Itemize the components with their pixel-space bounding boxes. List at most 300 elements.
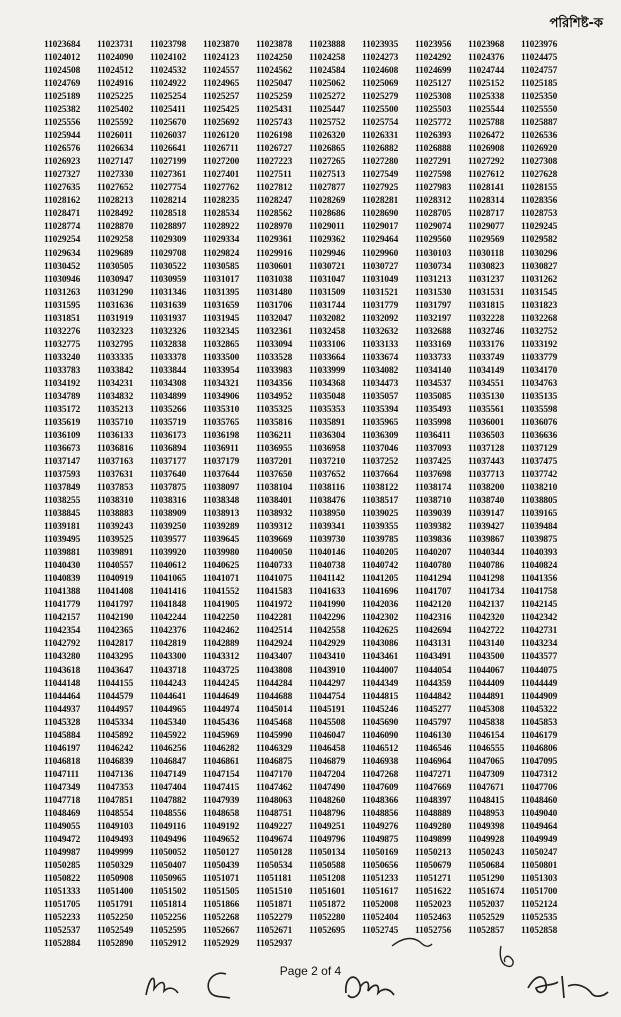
number-cell: 11047882 <box>150 795 187 806</box>
number-cell: 11045922 <box>150 730 187 741</box>
number-cell: 11031636 <box>97 300 134 311</box>
number-cell: 11037252 <box>362 457 399 467</box>
number-cell: 11045838 <box>468 717 505 728</box>
number-cell: 11025431 <box>256 105 293 116</box>
number-cell: 11026198 <box>256 131 293 142</box>
number-cell: 11034551 <box>468 378 505 389</box>
number-cell: 11031823 <box>521 300 558 311</box>
number-cell: 11047312 <box>521 769 558 780</box>
number-cell: 11032795 <box>97 339 134 350</box>
number-cell: 11024508 <box>44 66 81 77</box>
number-cell: 11028269 <box>309 196 346 207</box>
number-cell: 11042792 <box>44 639 81 650</box>
number-cell: 11025772 <box>415 118 452 129</box>
number-cell: 11028162 <box>44 196 81 207</box>
number-cell: 11051271 <box>415 874 452 884</box>
number-cell: 11028281 <box>362 196 399 207</box>
number-cell: 11023731 <box>97 40 134 50</box>
number-cell: 11028356 <box>521 196 558 207</box>
number-cell: 11047349 <box>44 782 81 793</box>
number-cell: 11037179 <box>203 457 240 467</box>
number-cell: 11042316 <box>415 613 452 624</box>
number-cell: 11049496 <box>150 834 187 845</box>
number-cell: 11026882 <box>362 144 399 155</box>
number-cell: 11027812 <box>256 183 293 194</box>
number-cell: 11035353 <box>309 404 346 415</box>
number-cell: 11042817 <box>97 639 134 650</box>
number-cell: 11038174 <box>415 483 452 494</box>
number-cell: 11037475 <box>521 457 558 467</box>
number-cell: 11052535 <box>521 913 558 924</box>
number-cell: 11023798 <box>150 40 187 50</box>
number-cell: 11050588 <box>309 860 346 871</box>
number-cell: 11029077 <box>468 222 505 233</box>
number-cell: 11052463 <box>415 913 452 924</box>
number-cell: 11030721 <box>309 261 346 272</box>
number-cell: 11029309 <box>150 235 187 246</box>
number-cell: 11027598 <box>415 170 452 181</box>
number-cell: 11049652 <box>203 834 240 845</box>
number-cell: 11030296 <box>521 248 558 259</box>
number-cell: 11025225 <box>97 92 134 103</box>
number-cell: 11050169 <box>362 847 399 858</box>
number-cell: 11052937 <box>256 939 293 950</box>
number-cell: 11027223 <box>256 157 293 168</box>
number-cell: 11050213 <box>415 847 452 858</box>
number-cell: 11051872 <box>309 900 346 911</box>
number-cell: 11026641 <box>150 144 187 155</box>
number-cell: 11044909 <box>521 691 558 702</box>
number-cell: 11050247 <box>521 847 558 858</box>
number-cell: 11041071 <box>203 574 240 585</box>
number-cell: 11049276 <box>362 821 399 832</box>
number-cell: 11052595 <box>150 926 187 937</box>
number-cell: 11027292 <box>468 157 505 168</box>
number-cell: 11040786 <box>468 561 505 572</box>
number-cell: 11046879 <box>309 756 346 767</box>
number-cell: 11025062 <box>309 79 346 90</box>
number-cell: 11036173 <box>150 430 187 441</box>
number-cell: 11045246 <box>362 704 399 715</box>
number-cell: 11046197 <box>44 743 81 754</box>
number-cell: 11024922 <box>150 79 187 90</box>
number-cell: 11027877 <box>309 183 346 194</box>
number-cell: 11039355 <box>362 522 399 533</box>
number-cell: 11031639 <box>150 300 187 311</box>
number-cell: 11031047 <box>309 274 346 285</box>
number-cell: 11028312 <box>415 196 452 207</box>
number-cell: 11045853 <box>521 717 558 728</box>
number-cell: 11031530 <box>415 287 452 298</box>
number-cell: 11025402 <box>97 105 134 116</box>
number-cell: 11048366 <box>362 795 399 806</box>
number-cell: 11046806 <box>521 743 558 754</box>
number-cell: 11043910 <box>309 665 346 676</box>
number-cell: 11026865 <box>309 144 346 155</box>
number-cell: 11052404 <box>362 913 399 924</box>
number-cell: 11046154 <box>468 730 505 741</box>
number-cell: 11035057 <box>362 391 399 402</box>
number-cell: 11028562 <box>256 209 293 220</box>
number-cell: 11027762 <box>203 183 240 194</box>
number-cell: 11040919 <box>97 574 134 585</box>
number-cell: 11049472 <box>44 834 81 845</box>
number-cell: 11042320 <box>468 613 505 624</box>
number-cell: 11048554 <box>97 808 134 819</box>
number-cell: 11039875 <box>521 535 558 546</box>
number-cell: 11028141 <box>468 183 505 194</box>
number-cell: 11030585 <box>203 261 240 272</box>
number-cell: 11042924 <box>256 639 293 650</box>
number-cell: 11031262 <box>521 274 558 285</box>
number-cell: 11032082 <box>309 313 346 324</box>
number-cell: 11033378 <box>150 352 187 363</box>
number-cell: 11024512 <box>97 66 134 77</box>
number-cell: 11052023 <box>415 900 452 911</box>
number-cell: 11029946 <box>309 248 346 259</box>
number-cell: 11037698 <box>415 470 452 481</box>
number-cell: 11050127 <box>203 847 240 858</box>
number-cell: 11036109 <box>44 430 81 441</box>
number-cell: 11052549 <box>97 926 134 937</box>
number-cell: 11028314 <box>468 196 505 207</box>
number-cell: 11032688 <box>415 326 452 337</box>
number-cell: 11049987 <box>44 847 81 858</box>
number-cell: 11028922 <box>203 222 240 233</box>
number-cell: 11046847 <box>150 756 187 767</box>
number-cell: 11032228 <box>468 313 505 324</box>
number-cell: 11024608 <box>362 66 399 77</box>
number-cell: 11036894 <box>150 443 187 454</box>
number-cell: 11029582 <box>521 235 558 246</box>
number-cell: 11031213 <box>415 274 452 285</box>
number-cell: 11029634 <box>44 248 81 259</box>
number-cell: 11039147 <box>468 509 505 520</box>
number-cell: 11044245 <box>203 678 240 689</box>
number-cell: 11027291 <box>415 157 452 168</box>
number-cell: 11034321 <box>203 378 240 389</box>
number-cell: 11052256 <box>150 913 187 924</box>
number-cell: 11028213 <box>97 196 134 207</box>
number-cell: 11046818 <box>44 756 81 767</box>
number-cell: 11052756 <box>415 926 452 937</box>
number-cell: 11032092 <box>362 313 399 324</box>
number-cell: 11049192 <box>203 821 240 832</box>
number-cell: 11048063 <box>256 795 293 806</box>
number-cell: 11032047 <box>256 313 293 324</box>
number-cell: 11026011 <box>97 131 133 142</box>
number-cell: 11035493 <box>415 404 452 415</box>
number-cell: 11041707 <box>415 587 452 598</box>
number-cell: 11027652 <box>97 183 134 194</box>
number-cell: 11052667 <box>203 926 240 937</box>
number-cell: 11025185 <box>521 79 558 90</box>
number-cell: 11026037 <box>150 131 187 142</box>
number-cell: 11024744 <box>468 66 505 77</box>
number-cell: 11044815 <box>362 691 399 702</box>
number-cell: 11042354 <box>44 626 81 637</box>
number-cell: 11025503 <box>415 105 452 116</box>
number-cell: 11025544 <box>468 105 505 116</box>
number-cell: 11047671 <box>468 782 505 793</box>
number-cell: 11040738 <box>309 561 346 572</box>
number-cell: 11047353 <box>97 782 134 793</box>
number-cell: 11039645 <box>203 535 240 546</box>
number-cell: 11040430 <box>44 561 81 572</box>
number-cell: 11041972 <box>256 600 293 611</box>
number-cell: 11034952 <box>256 391 293 402</box>
number-cell: 11033169 <box>415 339 452 350</box>
number-cell: 11037644 <box>203 470 240 481</box>
number-cell: 11032345 <box>203 326 240 337</box>
number-cell: 11052124 <box>521 900 558 911</box>
number-cell: 11032746 <box>468 326 505 337</box>
number-cell: 11047149 <box>150 769 187 780</box>
number-cell: 11049464 <box>521 821 558 832</box>
number-cell: 11049116 <box>150 821 186 832</box>
number-cell: 11033779 <box>521 352 558 363</box>
number-cell: 11042036 <box>362 600 399 611</box>
number-cell: 11052280 <box>309 913 346 924</box>
number-cell: 11037147 <box>44 457 81 467</box>
number-cell: 11031531 <box>468 287 505 298</box>
number-cell: 11048556 <box>150 808 187 819</box>
number-cell: 11048856 <box>362 808 399 819</box>
number-cell: 11026472 <box>468 131 505 142</box>
number-cell: 11032752 <box>521 326 558 337</box>
number-cell: 11043410 <box>309 652 346 663</box>
number-cell: 11051400 <box>97 887 134 898</box>
number-cell: 11037163 <box>97 457 134 467</box>
number-cell: 11045892 <box>97 730 134 741</box>
number-cell: 11052250 <box>97 913 134 924</box>
number-cell: 11047271 <box>415 769 452 780</box>
number-cell: 11025279 <box>362 92 399 103</box>
number-cell: 11045508 <box>309 717 346 728</box>
number-cell: 11040207 <box>415 548 452 559</box>
number-cell: 11031480 <box>256 287 293 298</box>
number-cell: 11037201 <box>256 457 293 467</box>
number-cell: 11040393 <box>521 548 558 559</box>
number-cell: 11047851 <box>97 795 134 806</box>
number-cell: 11032838 <box>150 339 187 350</box>
number-cell: 11026727 <box>256 144 293 155</box>
number-cell: 11035135 <box>521 391 558 402</box>
number-cell: 11042722 <box>468 626 505 637</box>
number-cell: 11039785 <box>362 535 399 546</box>
number-cell: 11033133 <box>362 339 399 350</box>
number-cell: 11036816 <box>97 443 134 454</box>
number-cell: 11036309 <box>362 430 399 441</box>
number-cell: 11037129 <box>521 443 558 454</box>
number-cell: 11039495 <box>44 535 81 546</box>
number-cell: 11045322 <box>521 704 558 715</box>
number-cell: 11048397 <box>415 795 452 806</box>
number-cell: 11050052 <box>150 847 187 858</box>
number-cell: 11025189 <box>44 92 81 103</box>
number-cell: 11043491 <box>415 652 452 663</box>
number-cell: 11039920 <box>150 548 187 559</box>
number-cell: 11052671 <box>256 926 293 937</box>
number-cell: 11028690 <box>362 209 399 220</box>
number-cell: 11051233 <box>362 874 399 884</box>
number-cell: 11052008 <box>362 900 399 911</box>
number-cell: 11032361 <box>256 326 293 337</box>
number-cell: 11037177 <box>150 457 187 467</box>
number-cell: 11038950 <box>309 509 346 520</box>
number-cell: 11025425 <box>203 105 240 116</box>
number-cell: 11046875 <box>256 756 293 767</box>
number-cell: 11042694 <box>415 626 452 637</box>
number-cell: 11031346 <box>150 287 187 298</box>
number-cell: 11034308 <box>150 378 187 389</box>
number-cell: 11040780 <box>415 561 452 572</box>
number-cell: 11031744 <box>309 300 346 311</box>
number-cell: 11049280 <box>415 821 452 832</box>
number-cell: 11035765 <box>203 417 240 428</box>
number-cell: 11024699 <box>415 66 452 77</box>
number-cell: 11025047 <box>256 79 293 90</box>
number-cell: 11027265 <box>309 157 346 168</box>
number-cell: 11046282 <box>203 743 240 754</box>
number-cell: 11035710 <box>97 417 134 428</box>
number-cell: 11031237 <box>468 274 505 285</box>
number-cell: 11029245 <box>521 222 558 233</box>
signature-1-image <box>142 965 182 1001</box>
number-cell: 11049674 <box>256 834 293 845</box>
number-cell: 11033749 <box>468 352 505 363</box>
number-cell: 11049040 <box>521 808 558 819</box>
number-cell: 11048796 <box>309 808 346 819</box>
number-cell: 11050407 <box>150 860 187 871</box>
number-cell: 11047415 <box>203 782 240 793</box>
number-cell: 11047170 <box>256 769 293 780</box>
page-header-label: পরিশিষ্ট-ক <box>549 16 603 31</box>
number-cell: 11037593 <box>44 470 81 481</box>
number-cell: 11043461 <box>362 652 399 663</box>
number-cell: 11039181 <box>44 522 81 533</box>
number-cell: 11041990 <box>309 600 346 611</box>
number-cell: 11033240 <box>44 352 81 363</box>
number-cell: 11043300 <box>150 652 187 663</box>
number-cell: 11033983 <box>256 365 293 376</box>
number-cell: 11027983 <box>415 183 452 194</box>
number-cell: 11043140 <box>468 639 505 650</box>
number-cell: 11042157 <box>44 613 81 624</box>
number-cell: 11025152 <box>468 79 505 90</box>
number-cell: 11027200 <box>203 157 240 168</box>
number-cell: 11024965 <box>203 79 240 90</box>
number-cell: 11030827 <box>521 261 558 272</box>
number-cell: 11024090 <box>97 53 134 64</box>
number-cell: 11023956 <box>415 40 452 50</box>
number-cell: 11050822 <box>44 874 81 884</box>
number-cell: 11042250 <box>203 613 240 624</box>
number-cell: 11034192 <box>44 378 81 389</box>
number-cell: 11032268 <box>521 313 558 324</box>
number-cell: 11036001 <box>468 417 505 428</box>
number-cell: 11045328 <box>44 717 81 728</box>
number-cell: 11037664 <box>362 470 399 481</box>
number-cell: 11040612 <box>150 561 187 572</box>
number-cell: 11041905 <box>203 600 240 611</box>
number-cell: 11045468 <box>256 717 293 728</box>
number-cell: 11038122 <box>362 483 399 494</box>
number-cell: 11027925 <box>362 183 399 194</box>
number-cell: 11047111 <box>44 769 80 780</box>
number-cell: 11027628 <box>521 170 558 181</box>
number-cell: 11032632 <box>362 326 399 337</box>
number-cell: 11041298 <box>468 574 505 585</box>
number-cell: 11041075 <box>256 574 293 585</box>
number-cell: 11042120 <box>415 600 452 611</box>
number-cell: 11049493 <box>97 834 134 845</box>
number-cell: 11035998 <box>415 417 452 428</box>
number-cell: 11044409 <box>468 678 505 689</box>
number-cell: 11029464 <box>362 235 399 246</box>
number-cell: 11024273 <box>362 53 399 64</box>
number-cell: 11028247 <box>256 196 293 207</box>
number-cell: 11027280 <box>362 157 399 168</box>
number-cell: 11035325 <box>256 404 293 415</box>
number-cell: 11045797 <box>415 717 452 728</box>
number-cell: 11039881 <box>44 548 81 559</box>
number-cell: 11045990 <box>256 730 293 741</box>
number-cell: 11047718 <box>44 795 81 806</box>
number-cell: 11036955 <box>256 443 293 454</box>
number-cell: 11031779 <box>362 300 399 311</box>
number-cell: 11035561 <box>468 404 505 415</box>
number-cell: 11041142 <box>309 574 345 585</box>
number-cell: 11034537 <box>415 378 452 389</box>
number-cell: 11047669 <box>415 782 452 793</box>
number-cell: 11044243 <box>150 678 187 689</box>
number-cell: 11032865 <box>203 339 240 350</box>
number-cell: 11041408 <box>97 587 134 598</box>
number-cell: 11030823 <box>468 261 505 272</box>
number-cell: 11049398 <box>468 821 505 832</box>
number-cell: 11044649 <box>203 691 240 702</box>
number-cell: 11039980 <box>203 548 240 559</box>
number-cell: 11049251 <box>309 821 346 832</box>
number-cell: 11041696 <box>362 587 399 598</box>
number-cell: 11052884 <box>44 939 81 950</box>
page-number: Page 2 of 4 <box>279 964 342 978</box>
number-cell: 11047309 <box>468 769 505 780</box>
number-cell: 11051871 <box>256 900 293 911</box>
number-cell: 11043618 <box>44 665 81 676</box>
number-cell: 11038883 <box>97 509 134 520</box>
number-cell: 11027612 <box>468 170 505 181</box>
number-cell: 11032197 <box>415 313 452 324</box>
number-cell: 11023878 <box>256 40 293 50</box>
number-cell: 11029258 <box>97 235 134 246</box>
number-cell: 11033106 <box>309 339 346 350</box>
number-cell: 11032276 <box>44 326 81 337</box>
number-cell: 11047204 <box>309 769 346 780</box>
number-cell: 11041633 <box>309 587 346 598</box>
number-cell: 11035394 <box>362 404 399 415</box>
number-cell: 11048260 <box>309 795 346 806</box>
number-cell: 11036211 <box>256 430 292 441</box>
number-cell: 11033528 <box>256 352 293 363</box>
number-cell: 11023888 <box>309 40 346 50</box>
number-cell: 11028534 <box>203 209 240 220</box>
number-cell: 11045334 <box>97 717 134 728</box>
number-cell: 11037742 <box>521 470 558 481</box>
number-cell: 11034473 <box>362 378 399 389</box>
number-cell: 11028155 <box>521 183 558 194</box>
